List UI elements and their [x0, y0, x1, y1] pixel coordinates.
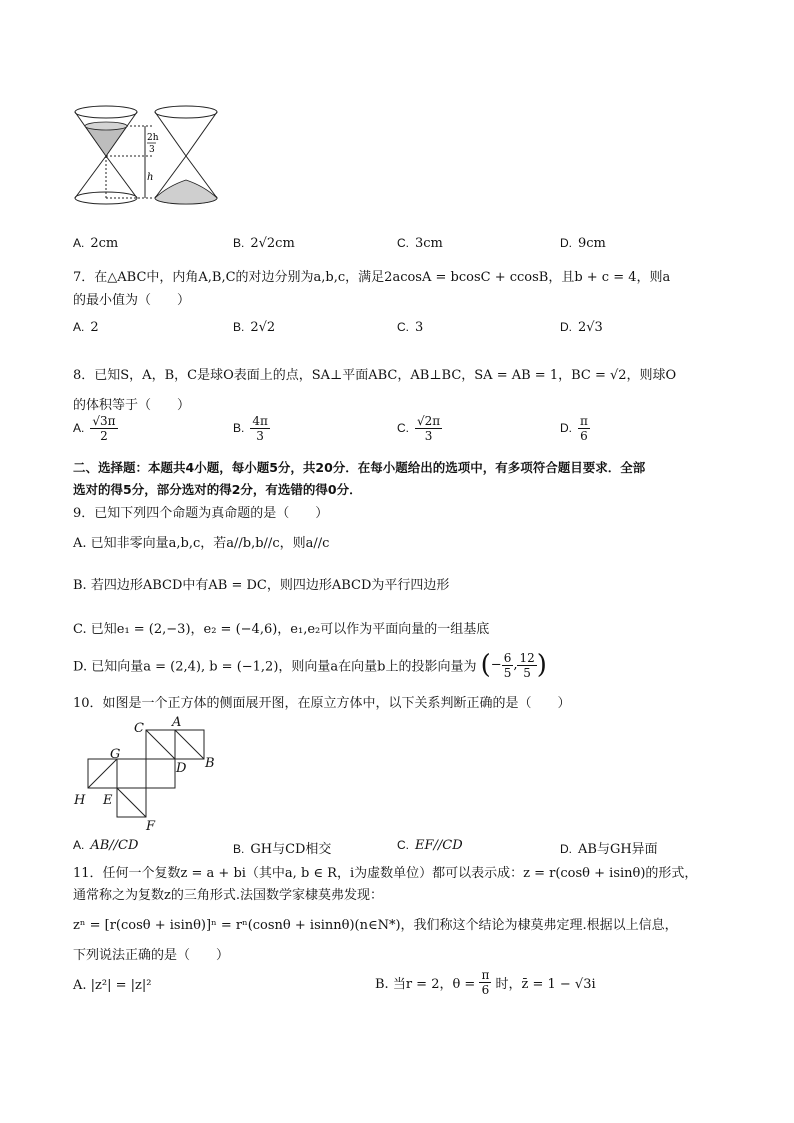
q10-option-b[interactable]: B. GH与CD相交 [233, 842, 332, 857]
q9-option-a[interactable]: A. 已知非零向量a,b,c，若a//b,b//c，则a//c [73, 536, 330, 551]
q7-option-a[interactable]: A. 2 [73, 320, 99, 335]
net-label-a: A [172, 715, 182, 730]
q10-stem: 10．如图是一个正方体的侧面展开图，在原立方体中，以下关系判断正确的是（ ） [73, 696, 571, 711]
q9-stem: 9．已知下列四个命题为真命题的是（ ） [73, 506, 329, 521]
net-label-f: F [146, 819, 156, 834]
net-label-c: C [134, 721, 144, 736]
q11-stem-line3: zⁿ = [r(cosθ + isinθ)]ⁿ = rⁿ(cosnθ + isinnθ)(n∈N*)，我们称这个结论为棣莫弗定理.根据以上信息， [73, 918, 678, 933]
q11-stem-line4: 下列说法正确的是（ ） [73, 948, 230, 963]
net-label-b: B [205, 756, 215, 771]
q7-option-b[interactable]: B. 2√2 [233, 320, 276, 335]
q9-option-d[interactable]: D. 已知向量a = (2,4), b = (−1,2)，则向量a在向量b上的投影向量为 (− $\frac{6}{5}$ , $\frac{12}{5}$ ) [73, 650, 547, 680]
net-label-e: E [103, 793, 113, 808]
q10-option-a[interactable]: A. AB//CD [73, 838, 139, 853]
q7-stem-line2: 的最小值为（ ） [73, 293, 191, 308]
q10-option-d[interactable]: D. AB与GH异面 [560, 842, 658, 857]
section-2-header-line2: 选对的得5分，部分选对的得2分，有选错的得0分． [73, 482, 362, 497]
q7-stem-line1: 7．在△ABC中，内角A,B,C的对边分别为a,b,c，满足2acosA = bcosC + ccosB，且b + c = 4，则a [73, 270, 671, 285]
q10-option-c[interactable]: C. EF//CD [397, 838, 463, 853]
label-3: 3 [149, 145, 155, 155]
q8-option-c[interactable]: C. $\frac{√2\pi}{3}$ [397, 414, 441, 443]
q11-stem-line2: 通常称之为复数z的三角形式.法国数学家棣莫弗发现： [73, 888, 383, 903]
q6-option-c[interactable]: C. 3cm [397, 236, 443, 251]
section-2-header-line1: 二、选择题：本题共4小题，每小题5分，共20分．在每小题给出的选项中，有多项符合题目要求．全部 [73, 460, 646, 475]
q8-stem-line1: 8．已知S，A，B，C是球O表面上的点，SA⊥平面ABC，AB⊥BC，SA = AB = 1，BC = √2，则球O [73, 368, 677, 383]
q8-stem-line2: 的体积等于（ ） [73, 398, 191, 413]
q11-option-b[interactable]: B. 当r = 2，θ = $\frac{\pi}{6}$ 时，z̄ = 1 − √3i [375, 968, 596, 997]
q8-option-d[interactable]: D. $\frac{\pi}{6}$ [560, 414, 588, 443]
q7-option-d[interactable]: D. 2√3 [560, 320, 603, 335]
label-2h: 2h [147, 133, 159, 143]
cube-net-figure [70, 712, 230, 834]
q11-option-a[interactable]: A. |z²| = |z|² [73, 978, 152, 993]
q8-option-b[interactable]: B. $\frac{4\pi}{3}$ [233, 414, 268, 443]
net-label-h: H [74, 793, 86, 808]
q6-option-b[interactable]: B. 2√2cm [233, 236, 295, 251]
net-label-g: G [110, 747, 121, 762]
q7-option-c[interactable]: C. 3 [397, 320, 424, 335]
label-h: h [147, 172, 154, 183]
q11-stem-line1: 11．任何一个复数z = a + bi（其中a, b ∈ R，i为虚数单位）都可以表示成：z = r(cosθ + isinθ)的形式， [73, 866, 698, 881]
net-label-d: D [176, 761, 187, 776]
q8-option-a[interactable]: A. $\frac{√3\pi}{2}$ [73, 414, 116, 443]
q9-option-c[interactable]: C. 已知e₁ = (2,−3)，e₂ = (−4,6)，e₁,e₂可以作为平面向量的一组基底 [73, 622, 490, 637]
q6-option-a[interactable]: A. 2cm [73, 236, 119, 251]
hourglass-figure [68, 100, 238, 212]
q9-option-b[interactable]: B. 若四边形ABCD中有AB = DC，则四边形ABCD为平行四边形 [73, 578, 450, 593]
q6-option-d[interactable]: D. 9cm [560, 236, 606, 251]
